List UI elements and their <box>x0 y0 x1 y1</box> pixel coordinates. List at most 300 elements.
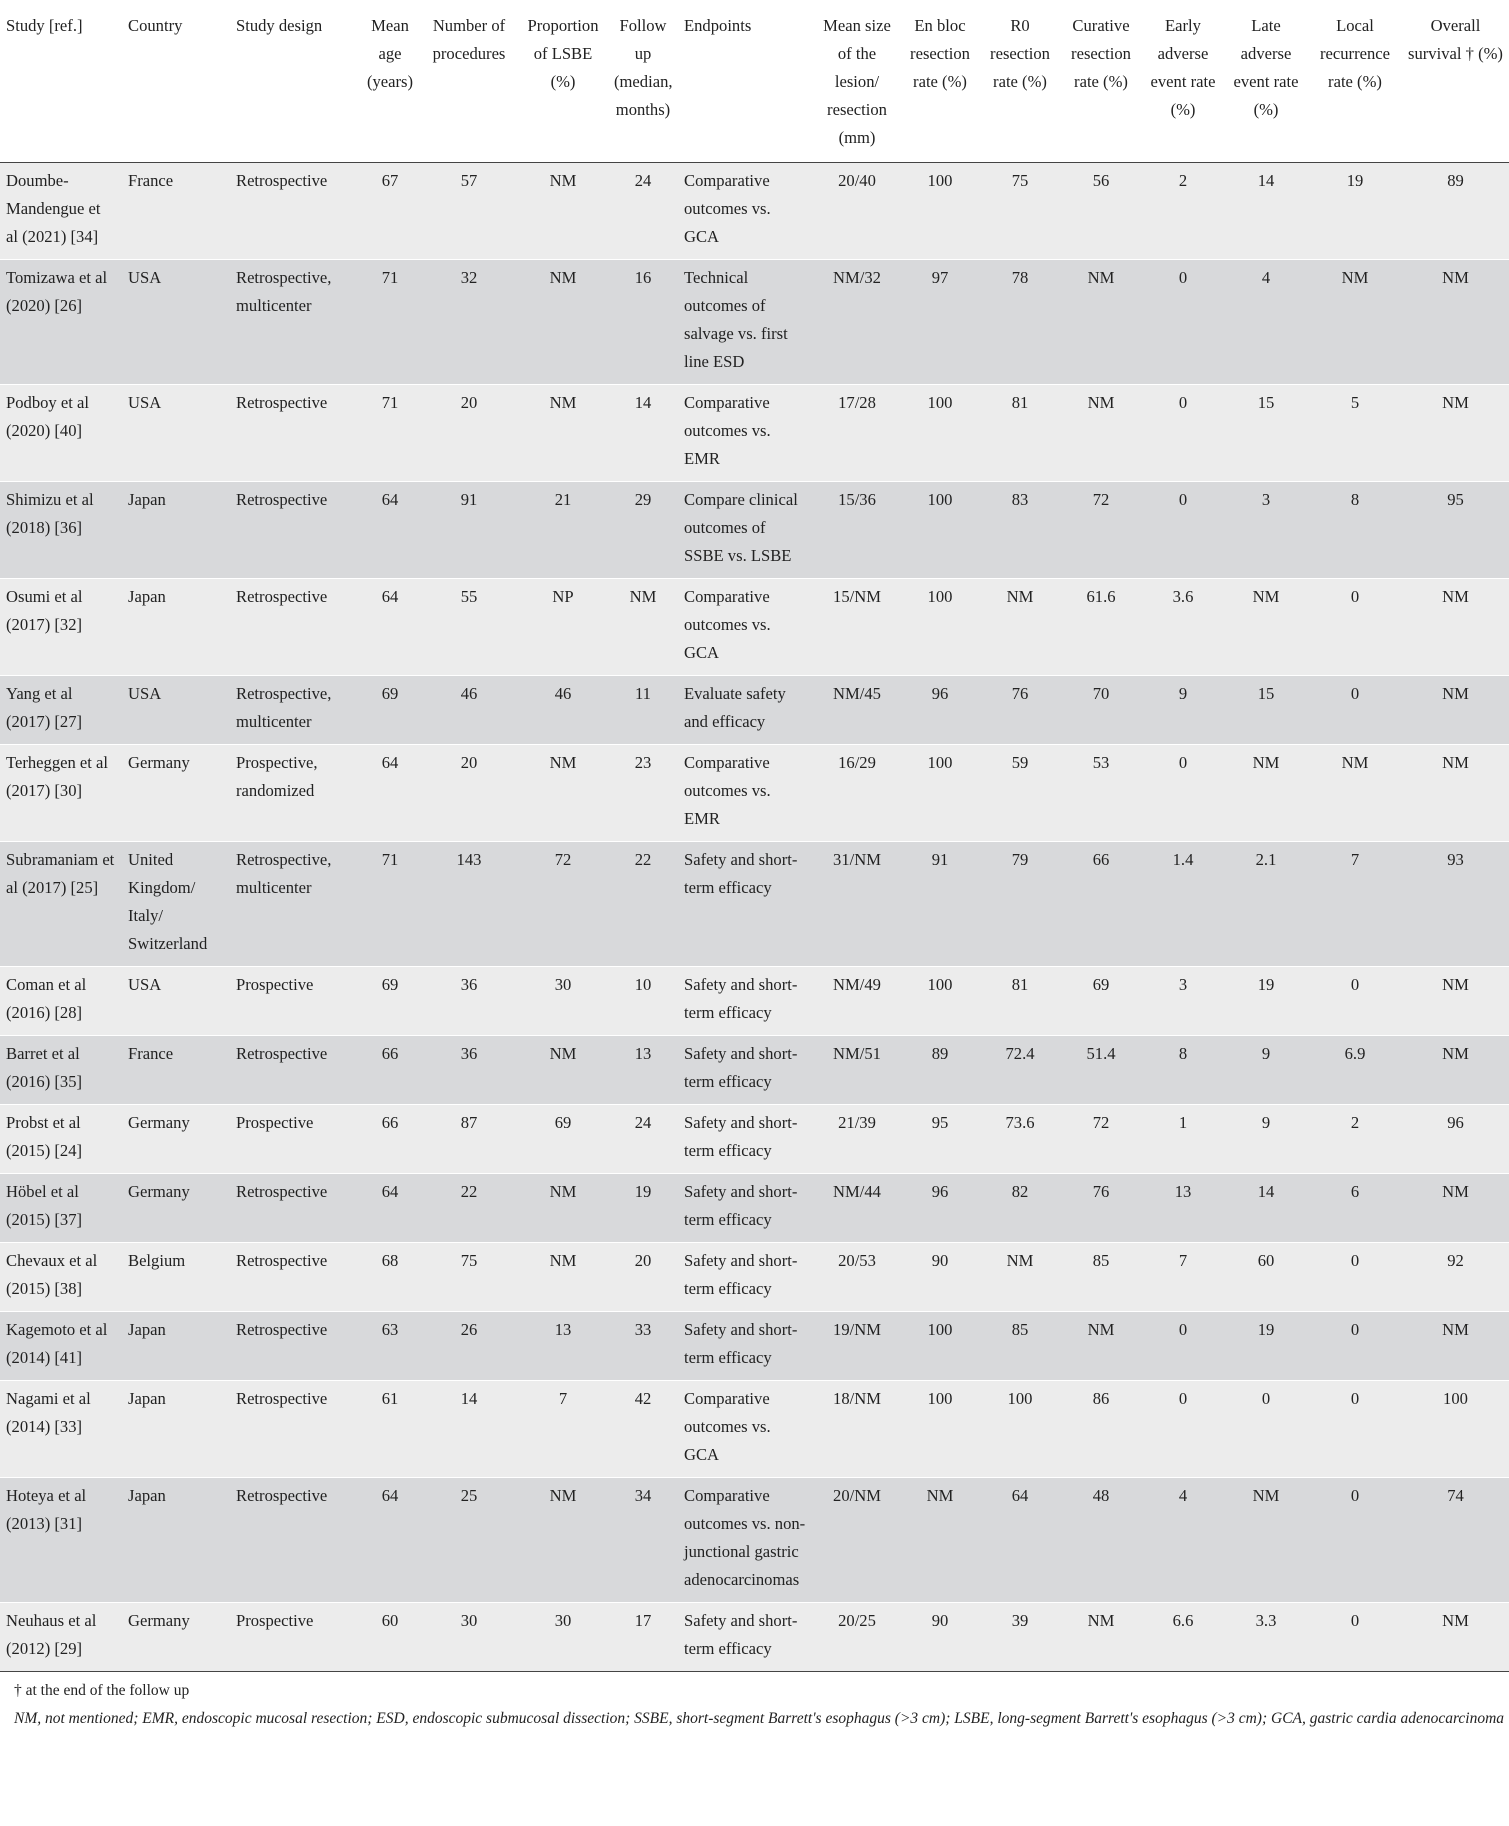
cell-survival: 92 <box>1447 1251 1464 1270</box>
cell-design: Retrospective, multicenter <box>236 268 332 315</box>
cell-r0: 81 <box>1011 393 1029 412</box>
cell-followup: 17 <box>634 1611 652 1630</box>
cell-r0: 79 <box>1011 850 1029 869</box>
cell-country: USA <box>128 684 162 703</box>
cell-endpoints: Comparative outcomes vs. GCA <box>684 1389 771 1464</box>
cell-recurrence: 0 <box>1350 975 1360 994</box>
cell-age: 67 <box>381 171 399 190</box>
column-header: Study design <box>236 16 323 35</box>
cell-curative: 48 <box>1092 1486 1110 1505</box>
cell-procedures: 75 <box>460 1251 478 1270</box>
cell-age: 71 <box>381 268 399 287</box>
cell-procedures: 25 <box>460 1486 478 1505</box>
cell-early-ae: 2 <box>1178 171 1188 190</box>
cell-early-ae: 7 <box>1178 1251 1188 1270</box>
cell-curative: 72 <box>1092 490 1110 509</box>
cell-procedures: 55 <box>460 587 478 606</box>
cell-procedures: 20 <box>460 393 478 412</box>
cell-age: 61 <box>381 1389 399 1408</box>
cell-design: Retrospective, multicenter <box>236 850 332 897</box>
cell-age: 63 <box>381 1320 399 1339</box>
cell-late-ae: 9 <box>1261 1113 1271 1132</box>
cell-followup: 24 <box>634 1113 652 1132</box>
column-header: Mean age (years) <box>366 16 414 91</box>
cell-survival: NM <box>1442 1320 1469 1339</box>
cell-late-ae: 9 <box>1261 1044 1271 1063</box>
cell-survival: NM <box>1442 684 1469 703</box>
cell-design: Retrospective <box>236 1251 328 1270</box>
cell-early-ae: 0 <box>1178 753 1188 772</box>
cell-enbloc: 100 <box>927 587 953 606</box>
cell-r0: 76 <box>1011 684 1029 703</box>
column-header: En bloc resection rate (%) <box>910 16 970 91</box>
cell-country: USA <box>128 393 162 412</box>
cell-late-ae: NM <box>1252 753 1280 772</box>
cell-endpoints: Evaluate safety and efficacy <box>684 684 786 731</box>
cell-early-ae: 9 <box>1178 684 1188 703</box>
cell-recurrence: 8 <box>1350 490 1360 509</box>
cell-endpoints: Safety and short-term efficacy <box>684 1182 798 1229</box>
cell-age: 69 <box>381 975 399 994</box>
cell-lsbe: NM <box>549 1486 577 1505</box>
cell-early-ae: 3.6 <box>1172 587 1194 606</box>
cell-survival: NM <box>1442 268 1469 287</box>
cell-survival: 96 <box>1447 1113 1464 1132</box>
cell-followup: 33 <box>634 1320 652 1339</box>
cell-lsbe: NM <box>549 1182 577 1201</box>
cell-r0: 85 <box>1011 1320 1029 1339</box>
cell-design: Prospective <box>236 975 314 994</box>
cell-lsbe: NM <box>549 268 577 287</box>
cell-size: NM/44 <box>833 1182 881 1201</box>
cell-country: Japan <box>128 1486 166 1505</box>
cell-procedures: 46 <box>460 684 478 703</box>
cell-r0: NM <box>1006 587 1034 606</box>
column-header: Proportion of LSBE (%) <box>527 16 599 91</box>
cell-study: Podboy et al (2020) [40] <box>6 393 89 440</box>
cell-curative: NM <box>1087 393 1115 412</box>
cell-recurrence: 0 <box>1350 1486 1360 1505</box>
cell-lsbe: NM <box>549 753 577 772</box>
column-header: Early adverse event rate (%) <box>1150 16 1216 119</box>
cell-enbloc: 91 <box>931 850 949 869</box>
cell-lsbe: 13 <box>554 1320 572 1339</box>
cell-design: Retrospective <box>236 1044 328 1063</box>
cell-lsbe: 7 <box>558 1389 568 1408</box>
cell-early-ae: 0 <box>1178 268 1188 287</box>
cell-country: Germany <box>128 1113 190 1132</box>
cell-late-ae: 14 <box>1257 171 1275 190</box>
cell-country: Germany <box>128 1182 190 1201</box>
cell-late-ae: 0 <box>1261 1389 1271 1408</box>
cell-r0: 78 <box>1011 268 1029 287</box>
cell-r0: 100 <box>1007 1389 1033 1408</box>
header-row <box>0 0 1509 163</box>
column-header: Late adverse event rate (%) <box>1233 16 1299 119</box>
cell-followup: 23 <box>634 753 652 772</box>
table-row <box>0 745 1509 842</box>
cell-size: 19/NM <box>833 1320 881 1339</box>
cell-r0: 64 <box>1011 1486 1029 1505</box>
cell-endpoints: Comparative outcomes vs. EMR <box>684 753 771 828</box>
cell-followup: 13 <box>634 1044 652 1063</box>
column-header: Follow up (median, months) <box>614 16 673 119</box>
cell-procedures: 32 <box>460 268 478 287</box>
cell-procedures: 87 <box>460 1113 478 1132</box>
cell-recurrence: 0 <box>1350 587 1360 606</box>
column-header: Country <box>128 16 183 35</box>
cell-size: 18/NM <box>833 1389 881 1408</box>
cell-recurrence: 5 <box>1350 393 1360 412</box>
cell-age: 64 <box>381 753 399 772</box>
cell-country: USA <box>128 268 162 287</box>
cell-survival: NM <box>1442 1611 1469 1630</box>
cell-age: 69 <box>381 684 399 703</box>
cell-followup: 19 <box>634 1182 652 1201</box>
cell-survival: NM <box>1442 753 1469 772</box>
cell-survival: NM <box>1442 1044 1469 1063</box>
cell-size: NM/51 <box>833 1044 881 1063</box>
cell-survival: NM <box>1442 1182 1469 1201</box>
cell-endpoints: Comparative outcomes vs. non-junctional gastric adenocarcinomas <box>684 1486 806 1589</box>
cell-design: Retrospective <box>236 171 328 190</box>
cell-procedures: 36 <box>460 975 478 994</box>
cell-size: 21/39 <box>838 1113 876 1132</box>
cell-procedures: 36 <box>460 1044 478 1063</box>
cell-age: 64 <box>381 1182 399 1201</box>
cell-age: 60 <box>381 1611 399 1630</box>
cell-country: France <box>128 1044 174 1063</box>
cell-survival: NM <box>1442 975 1469 994</box>
cell-curative: NM <box>1087 1320 1115 1339</box>
column-header: Study [ref.] <box>6 16 83 35</box>
cell-size: 15/36 <box>838 490 876 509</box>
cell-late-ae: 19 <box>1257 1320 1275 1339</box>
cell-size: 17/28 <box>838 393 876 412</box>
cell-r0: NM <box>1006 1251 1034 1270</box>
cell-country: France <box>128 171 174 190</box>
cell-study: Shimizu et al (2018) [36] <box>6 490 94 537</box>
table-row <box>0 385 1509 482</box>
cell-country: Japan <box>128 587 166 606</box>
table-row <box>0 1174 1509 1243</box>
cell-enbloc: 96 <box>931 1182 949 1201</box>
cell-curative: NM <box>1087 268 1115 287</box>
cell-recurrence: 0 <box>1350 684 1360 703</box>
cell-lsbe: NM <box>549 393 577 412</box>
table-row <box>0 482 1509 579</box>
cell-recurrence: 6.9 <box>1344 1044 1366 1063</box>
cell-recurrence: 0 <box>1350 1611 1360 1630</box>
column-header: Endpoints <box>684 16 752 35</box>
cell-study: Probst et al (2015) [24] <box>6 1113 83 1160</box>
cell-curative: 61.6 <box>1086 587 1116 606</box>
cell-procedures: 22 <box>460 1182 478 1201</box>
table-row <box>0 676 1509 745</box>
cell-design: Retrospective <box>236 587 328 606</box>
cell-study: Nagami et al (2014) [33] <box>6 1389 91 1436</box>
table-row <box>0 163 1509 260</box>
cell-survival: 95 <box>1447 490 1464 509</box>
cell-late-ae: 4 <box>1261 268 1271 287</box>
column-header: Mean size of the lesion/ resection (mm) <box>823 16 891 147</box>
cell-design: Retrospective <box>236 1486 328 1505</box>
cell-country: Japan <box>128 1320 166 1339</box>
cell-enbloc: 100 <box>927 171 953 190</box>
cell-study: Yang et al (2017) [27] <box>6 684 83 731</box>
cell-early-ae: 1 <box>1178 1113 1188 1132</box>
cell-r0: 82 <box>1011 1182 1029 1201</box>
cell-late-ae: 15 <box>1257 393 1275 412</box>
cell-design: Prospective, randomized <box>236 753 318 800</box>
cell-country: Belgium <box>128 1251 186 1270</box>
table-body <box>0 163 1509 1672</box>
cell-study: Chevaux et al (2015) [38] <box>6 1251 98 1298</box>
cell-design: Retrospective <box>236 1182 328 1201</box>
cell-enbloc: 96 <box>931 684 949 703</box>
cell-age: 66 <box>381 1113 399 1132</box>
table-row <box>0 967 1509 1036</box>
cell-endpoints: Safety and short-term efficacy <box>684 1251 798 1298</box>
cell-recurrence: 6 <box>1350 1182 1360 1201</box>
cell-lsbe: NM <box>549 171 577 190</box>
cell-r0: 73.6 <box>1005 1113 1035 1132</box>
cell-size: 31/NM <box>833 850 881 869</box>
cell-study: Doumbe-Mandengue et al (2021) [34] <box>6 171 101 246</box>
cell-design: Retrospective <box>236 1320 328 1339</box>
cell-design: Retrospective <box>236 490 328 509</box>
cell-r0: 39 <box>1011 1611 1029 1630</box>
cell-size: NM/49 <box>833 975 881 994</box>
cell-late-ae: 19 <box>1257 975 1275 994</box>
cell-enbloc: 100 <box>927 975 953 994</box>
cell-late-ae: NM <box>1252 1486 1280 1505</box>
cell-r0: 81 <box>1011 975 1029 994</box>
cell-enbloc: 100 <box>927 490 953 509</box>
cell-procedures: 30 <box>460 1611 478 1630</box>
cell-r0: 72.4 <box>1005 1044 1035 1063</box>
cell-age: 71 <box>381 393 399 412</box>
cell-procedures: 26 <box>460 1320 478 1339</box>
cell-design: Retrospective <box>236 393 328 412</box>
cell-country: United Kingdom/ Italy/ Switzerland <box>128 850 208 953</box>
cell-early-ae: 0 <box>1178 1320 1188 1339</box>
cell-lsbe: 30 <box>554 1611 572 1630</box>
cell-study: Terheggen et al (2017) [30] <box>6 753 109 800</box>
cell-late-ae: 2.1 <box>1255 850 1277 869</box>
table-row <box>0 260 1509 385</box>
cell-late-ae: 15 <box>1257 684 1275 703</box>
cell-study: Neuhaus et al (2012) [29] <box>6 1611 97 1658</box>
cell-size: NM/45 <box>833 684 881 703</box>
cell-early-ae: 4 <box>1178 1486 1188 1505</box>
cell-lsbe: NP <box>552 587 574 606</box>
cell-survival: NM <box>1442 587 1469 606</box>
cell-endpoints: Comparative outcomes vs. GCA <box>684 587 771 662</box>
cell-early-ae: 3 <box>1178 975 1188 994</box>
table-row <box>0 1478 1509 1603</box>
cell-study: Subramaniam et al (2017) [25] <box>6 850 115 897</box>
cell-country: USA <box>128 975 162 994</box>
cell-endpoints: Safety and short-term efficacy <box>684 1113 798 1160</box>
footnote-abbreviations: NM, not mentioned; EMR, endoscopic mucosal resection; ESD, endoscopic submucosal dissection; SSBE, short-segment Barrett's esophagus (>3 cm); LSBE, long-segment Barrett's esophagus (>3 cm); GCA, gastric cardia adenocarcinoma <box>14 1710 1505 1727</box>
cell-curative: 66 <box>1092 850 1110 869</box>
cell-survival: NM <box>1442 393 1469 412</box>
cell-enbloc: 100 <box>927 1320 953 1339</box>
cell-enbloc: 89 <box>931 1044 949 1063</box>
cell-survival: 89 <box>1447 171 1464 190</box>
table-row <box>0 1603 1509 1672</box>
cell-late-ae: 3.3 <box>1255 1611 1277 1630</box>
cell-late-ae: 3 <box>1261 490 1271 509</box>
cell-followup: 20 <box>634 1251 652 1270</box>
cell-design: Retrospective <box>236 1389 328 1408</box>
cell-early-ae: 8 <box>1178 1044 1188 1063</box>
cell-recurrence: 0 <box>1350 1320 1360 1339</box>
cell-followup: 11 <box>635 684 651 703</box>
cell-enbloc: 90 <box>931 1251 949 1270</box>
cell-study: Hoteya et al (2013) [31] <box>6 1486 87 1533</box>
cell-study: Kagemoto et al (2014) [41] <box>6 1320 108 1367</box>
cell-r0: 59 <box>1011 753 1029 772</box>
cell-size: 15/NM <box>833 587 881 606</box>
cell-design: Prospective <box>236 1113 314 1132</box>
table-row <box>0 579 1509 676</box>
cell-curative: 85 <box>1092 1251 1110 1270</box>
cell-curative: 72 <box>1092 1113 1110 1132</box>
column-header: R0 resection rate (%) <box>990 16 1050 91</box>
cell-followup: 14 <box>634 393 652 412</box>
cell-procedures: 91 <box>460 490 478 509</box>
cell-age: 64 <box>381 587 399 606</box>
cell-age: 68 <box>381 1251 399 1270</box>
cell-survival: 74 <box>1447 1486 1464 1505</box>
cell-late-ae: 14 <box>1257 1182 1275 1201</box>
cell-early-ae: 13 <box>1174 1182 1192 1201</box>
cell-endpoints: Safety and short-term efficacy <box>684 1320 798 1367</box>
cell-enbloc: 90 <box>931 1611 949 1630</box>
cell-age: 71 <box>381 850 399 869</box>
cell-endpoints: Safety and short-term efficacy <box>684 850 798 897</box>
cell-enbloc: 100 <box>927 753 953 772</box>
cell-procedures: 20 <box>460 753 478 772</box>
cell-study: Barret et al (2016) [35] <box>6 1044 83 1091</box>
cell-followup: 24 <box>634 171 652 190</box>
cell-endpoints: Safety and short-term efficacy <box>684 1611 798 1658</box>
cell-curative: 53 <box>1092 753 1110 772</box>
cell-endpoints: Safety and short-term efficacy <box>684 1044 798 1091</box>
table-row <box>0 842 1509 967</box>
cell-procedures: 57 <box>460 171 478 190</box>
table-row <box>0 1312 1509 1381</box>
cell-country: Japan <box>128 490 166 509</box>
cell-recurrence: NM <box>1341 268 1369 287</box>
cell-enbloc: 100 <box>927 393 953 412</box>
cell-country: Germany <box>128 1611 190 1630</box>
cell-curative: 69 <box>1092 975 1110 994</box>
cell-recurrence: 2 <box>1350 1113 1360 1132</box>
cell-recurrence: 19 <box>1346 171 1364 190</box>
column-header: Local recurrence rate (%) <box>1320 16 1390 91</box>
cell-size: 20/25 <box>838 1611 876 1630</box>
cell-country: Japan <box>128 1389 166 1408</box>
cell-country: Germany <box>128 753 190 772</box>
cell-followup: 16 <box>634 268 652 287</box>
cell-early-ae: 0 <box>1178 393 1188 412</box>
cell-early-ae: 6.6 <box>1172 1611 1194 1630</box>
cell-early-ae: 0 <box>1178 1389 1188 1408</box>
cell-late-ae: 60 <box>1257 1251 1275 1270</box>
cell-study: Höbel et al (2015) [37] <box>6 1182 83 1229</box>
cell-enbloc: NM <box>926 1486 954 1505</box>
cell-early-ae: 0 <box>1178 490 1188 509</box>
cell-size: 20/NM <box>833 1486 881 1505</box>
cell-curative: NM <box>1087 1611 1115 1630</box>
cell-recurrence: 0 <box>1350 1251 1360 1270</box>
table-row <box>0 1243 1509 1312</box>
cell-recurrence: 7 <box>1350 850 1360 869</box>
cell-design: Prospective <box>236 1611 314 1630</box>
cell-curative: 56 <box>1092 171 1110 190</box>
cell-enbloc: 97 <box>931 268 949 287</box>
table-row <box>0 1381 1509 1478</box>
table-row <box>0 1105 1509 1174</box>
column-header: Number of procedures <box>432 16 506 63</box>
cell-recurrence: NM <box>1341 753 1369 772</box>
cell-r0: 83 <box>1011 490 1029 509</box>
cell-study: Coman et al (2016) [28] <box>6 975 87 1022</box>
cell-followup: 29 <box>634 490 652 509</box>
cell-survival: 100 <box>1443 1389 1468 1408</box>
cell-curative: 76 <box>1092 1182 1110 1201</box>
footnote-dagger: † at the end of the follow up <box>14 1682 190 1699</box>
cell-lsbe: NM <box>549 1251 577 1270</box>
cell-design: Retrospective, multicenter <box>236 684 332 731</box>
cell-lsbe: NM <box>549 1044 577 1063</box>
column-header: Overall survival † (%) <box>1408 16 1503 63</box>
cell-lsbe: 30 <box>554 975 572 994</box>
cell-size: 20/40 <box>838 171 876 190</box>
cell-endpoints: Comparative outcomes vs. EMR <box>684 393 771 468</box>
cell-study: Tomizawa et al (2020) [26] <box>6 268 108 315</box>
cell-r0: 75 <box>1011 171 1029 190</box>
cell-early-ae: 1.4 <box>1172 850 1194 869</box>
cell-curative: 51.4 <box>1086 1044 1116 1063</box>
cell-recurrence: 0 <box>1350 1389 1360 1408</box>
cell-followup: 34 <box>634 1486 652 1505</box>
cell-late-ae: NM <box>1252 587 1280 606</box>
cell-study: Osumi et al (2017) [32] <box>6 587 83 634</box>
column-header: Curative resection rate (%) <box>1071 16 1131 91</box>
cell-size: 16/29 <box>838 753 876 772</box>
cell-followup: 22 <box>634 850 652 869</box>
cell-age: 66 <box>381 1044 399 1063</box>
table-row <box>0 1036 1509 1105</box>
cell-lsbe: 69 <box>554 1113 572 1132</box>
cell-survival: 93 <box>1447 850 1464 869</box>
cell-enbloc: 100 <box>927 1389 953 1408</box>
cell-curative: 70 <box>1092 684 1110 703</box>
cell-procedures: 14 <box>460 1389 478 1408</box>
cell-endpoints: Technical outcomes of salvage vs. first line ESD <box>684 268 788 371</box>
cell-followup: NM <box>629 587 657 606</box>
cell-lsbe: 46 <box>554 684 572 703</box>
cell-followup: 10 <box>634 975 652 994</box>
cell-enbloc: 95 <box>931 1113 949 1132</box>
cell-endpoints: Safety and short-term efficacy <box>684 975 798 1022</box>
cell-followup: 42 <box>634 1389 652 1408</box>
cell-size: NM/32 <box>833 268 881 287</box>
